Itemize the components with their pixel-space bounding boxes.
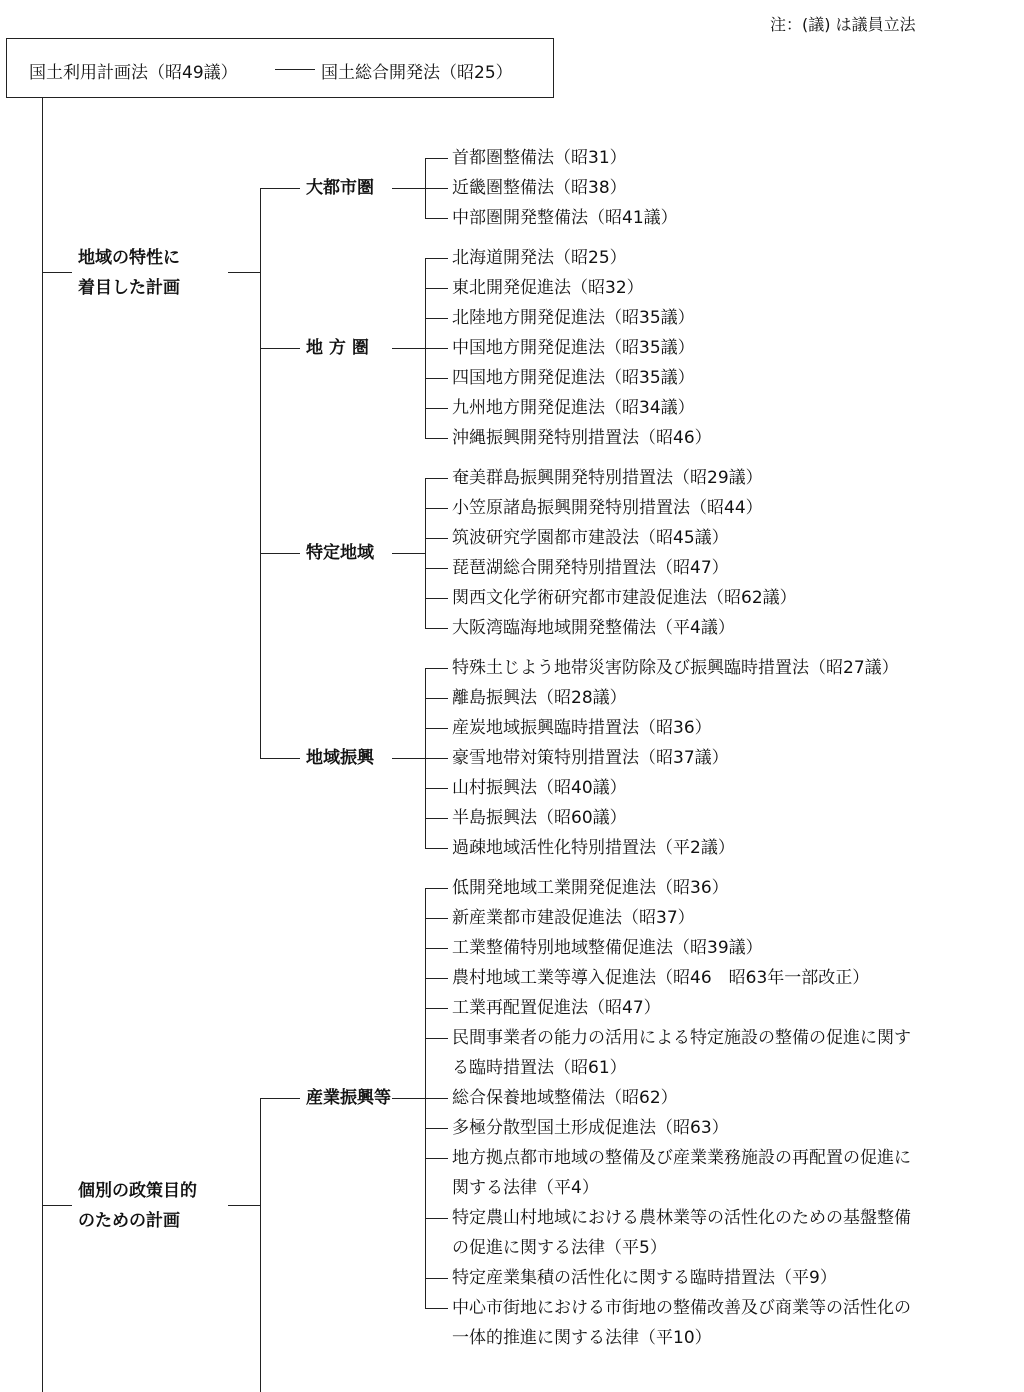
root-law-kokudo-sougou: 国土総合開発法（昭25） bbox=[321, 63, 513, 83]
item-branch bbox=[425, 728, 448, 729]
section-label-0-line2: 着目した計画 bbox=[78, 278, 180, 298]
item-branch bbox=[425, 158, 448, 159]
law-item: 農村地域工業等導入促進法（昭46 昭63年一部改正） bbox=[452, 968, 870, 988]
section-to-group bbox=[260, 188, 300, 189]
item-branch bbox=[425, 918, 448, 919]
law-item: 四国地方開発促進法（昭35議） bbox=[452, 368, 695, 388]
main-trunk bbox=[42, 98, 43, 1392]
law-item: 新産業都市建設促進法（昭37） bbox=[452, 908, 695, 928]
item-branch bbox=[425, 408, 448, 409]
law-item: 九州地方開発促進法（昭34議） bbox=[452, 398, 695, 418]
section-to-group bbox=[260, 553, 300, 554]
item-branch bbox=[425, 318, 448, 319]
law-item: 大阪湾臨海地域開発整備法（平4議） bbox=[452, 618, 735, 638]
law-item: 関西文化学術研究都市建設促進法（昭62議） bbox=[452, 588, 797, 608]
item-branch bbox=[425, 258, 448, 259]
law-item: 筑波研究学園都市建設法（昭45議） bbox=[452, 528, 729, 548]
law-item: 小笠原諸島振興開発特別措置法（昭44） bbox=[452, 498, 763, 518]
section-label-1-line2: のための計画 bbox=[78, 1211, 180, 1231]
law-item: 特定農山村地域における農林業等の活性化のための基盤整備 bbox=[452, 1208, 911, 1228]
item-branch bbox=[425, 888, 448, 889]
law-item: 北海道開発法（昭25） bbox=[452, 248, 627, 268]
item-branch bbox=[425, 568, 448, 569]
item-branch bbox=[425, 478, 448, 479]
law-item: 民間事業者の能力の活用による特定施設の整備の促進に関す bbox=[452, 1028, 911, 1048]
law-item: 中国地方開発促進法（昭35議） bbox=[452, 338, 695, 358]
item-branch bbox=[425, 628, 448, 629]
group-to-items bbox=[392, 553, 425, 554]
law-item: 近畿圏整備法（昭38） bbox=[452, 178, 627, 198]
law-item: 総合保養地域整備法（昭62） bbox=[452, 1088, 678, 1108]
item-branch bbox=[425, 698, 448, 699]
law-item: る臨時措置法（昭61） bbox=[452, 1058, 627, 1078]
law-item: 多極分散型国土形成促進法（昭63） bbox=[452, 1118, 729, 1138]
item-branch bbox=[425, 1308, 448, 1309]
law-item: 関する法律（平4） bbox=[452, 1178, 599, 1198]
section-to-group bbox=[260, 1098, 300, 1099]
item-branch bbox=[425, 758, 448, 759]
law-item: 豪雪地帯対策特別措置法（昭37議） bbox=[452, 748, 729, 768]
group-label-1-0: 産業振興等 bbox=[306, 1088, 391, 1108]
section-to-group bbox=[260, 758, 300, 759]
group-to-items bbox=[392, 1098, 425, 1099]
group-vertical bbox=[425, 668, 426, 848]
law-item: 中心市街地における市街地の整備改善及び商業等の活性化の bbox=[452, 1298, 911, 1318]
item-branch bbox=[425, 538, 448, 539]
law-item: 特殊土じよう地帯災害防除及び振興臨時措置法（昭27議） bbox=[452, 658, 899, 678]
group-to-items bbox=[392, 758, 425, 759]
law-item: 特定産業集積の活性化に関する臨時措置法（平9） bbox=[452, 1268, 837, 1288]
item-branch bbox=[425, 1128, 448, 1129]
law-item: 首都圏整備法（昭31） bbox=[452, 148, 627, 168]
item-branch bbox=[425, 788, 448, 789]
item-branch bbox=[425, 1278, 448, 1279]
law-item: 産炭地域振興臨時措置法（昭36） bbox=[452, 718, 712, 738]
law-item: 一体的推進に関する法律（平10） bbox=[452, 1328, 712, 1348]
law-item: 工業再配置促進法（昭47） bbox=[452, 998, 661, 1018]
law-item: 中部圏開発整備法（昭41議） bbox=[452, 208, 678, 228]
section-label-connector bbox=[228, 1205, 260, 1206]
group-vertical bbox=[425, 888, 426, 1308]
group-vertical bbox=[425, 258, 426, 438]
law-item: 奄美群島振興開発特別措置法（昭29議） bbox=[452, 468, 763, 488]
group-vertical bbox=[425, 478, 426, 628]
law-item: の促進に関する法律（平5） bbox=[452, 1238, 667, 1258]
item-branch bbox=[425, 1158, 448, 1159]
item-branch bbox=[425, 1008, 448, 1009]
group-vertical bbox=[425, 158, 426, 218]
group-label-0-3: 地域振興 bbox=[306, 748, 374, 768]
group-label-0-1: 地 方 圏 bbox=[306, 338, 369, 358]
group-label-0-0: 大都市圏 bbox=[306, 178, 374, 198]
section-label-0: 地域の特性に bbox=[78, 248, 180, 268]
item-branch bbox=[425, 848, 448, 849]
item-branch bbox=[425, 378, 448, 379]
item-branch bbox=[425, 978, 448, 979]
law-item: 工業整備特別地域整備促進法（昭39議） bbox=[452, 938, 763, 958]
law-item: 過疎地域活性化特別措置法（平2議） bbox=[452, 838, 735, 858]
law-item: 沖縄振興開発特別措置法（昭46） bbox=[452, 428, 712, 448]
item-branch bbox=[425, 508, 448, 509]
law-item: 半島振興法（昭60議） bbox=[452, 808, 627, 828]
law-item: 地方拠点都市地域の整備及び産業業務施設の再配置の促進に bbox=[452, 1148, 911, 1168]
item-branch bbox=[425, 188, 448, 189]
law-item: 北陸地方開発促進法（昭35議） bbox=[452, 308, 695, 328]
item-branch bbox=[425, 948, 448, 949]
law-item: 琵琶湖総合開発特別措置法（昭47） bbox=[452, 558, 729, 578]
item-branch bbox=[425, 818, 448, 819]
group-to-items bbox=[392, 348, 425, 349]
section-vertical bbox=[260, 188, 261, 758]
item-branch bbox=[425, 1098, 448, 1099]
main-to-section bbox=[42, 272, 72, 273]
item-branch bbox=[425, 438, 448, 439]
group-label-0-2: 特定地域 bbox=[306, 543, 374, 563]
item-branch bbox=[425, 1218, 448, 1219]
section-label-1: 個別の政策目的 bbox=[78, 1181, 197, 1201]
law-item: 離島振興法（昭28議） bbox=[452, 688, 627, 708]
group-to-items bbox=[392, 188, 425, 189]
law-item: 山村振興法（昭40議） bbox=[452, 778, 627, 798]
item-branch bbox=[425, 1038, 448, 1039]
law-item: 低開発地域工業開発促進法（昭36） bbox=[452, 878, 729, 898]
item-branch bbox=[425, 218, 448, 219]
main-to-section bbox=[42, 1205, 72, 1206]
legend-note: 注：(議) は議員立法 bbox=[770, 15, 916, 34]
item-branch bbox=[425, 668, 448, 669]
item-branch bbox=[425, 288, 448, 289]
root-law-kokudo-riyou: 国土利用計画法（昭49議） bbox=[29, 63, 238, 83]
law-item: 東北開発促進法（昭32） bbox=[452, 278, 644, 298]
item-branch bbox=[425, 598, 448, 599]
item-branch bbox=[425, 348, 448, 349]
section-to-group bbox=[260, 348, 300, 349]
section-vertical bbox=[260, 1098, 261, 1392]
section-label-connector bbox=[228, 272, 260, 273]
